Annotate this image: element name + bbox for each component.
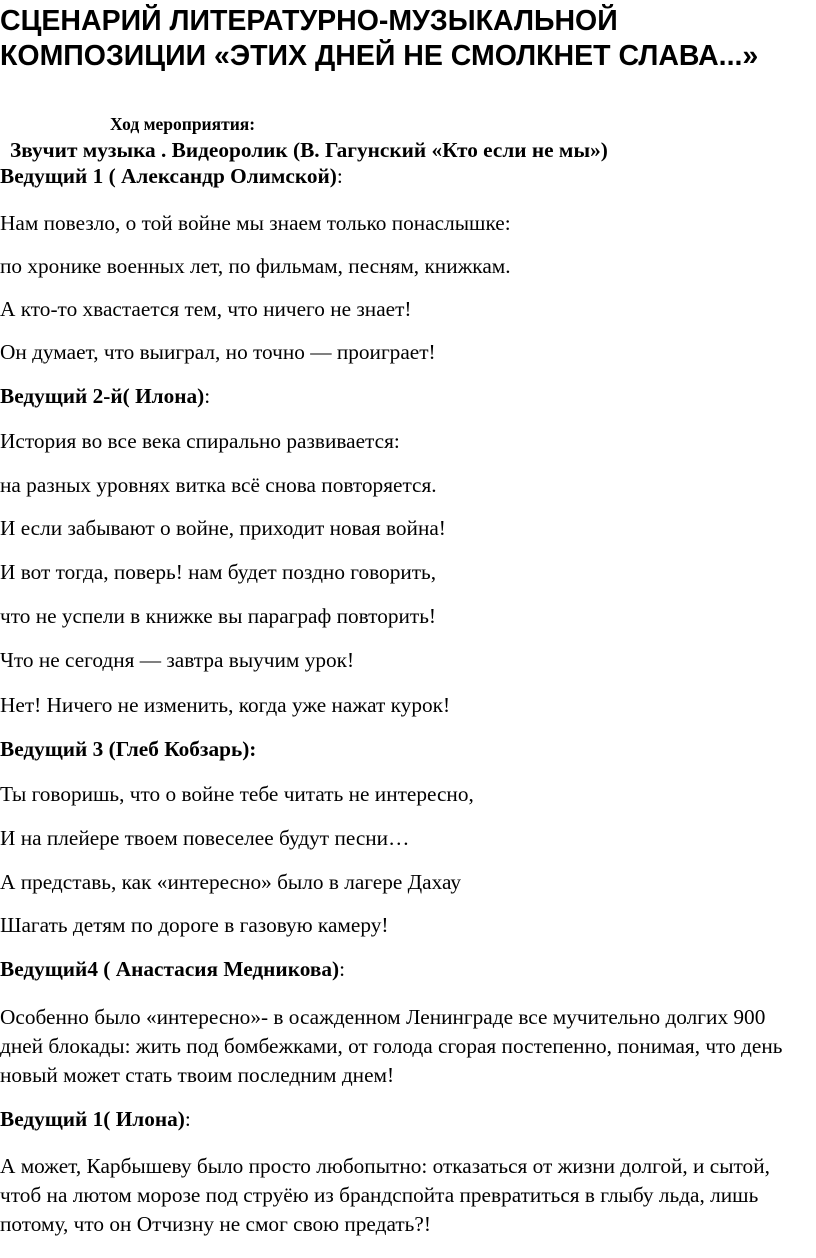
- verse-line: по хронике военных лет, по фильмам, песням, книжкам.: [0, 254, 511, 278]
- verse-line: Нет! Ничего не изменить, когда уже нажат курок!: [0, 693, 451, 717]
- verse-line: Ты говоришь, что о войне тебе читать не интересно,: [0, 782, 474, 806]
- speaker-name: Ведущий4 ( Анастасия Медникова): [0, 957, 340, 981]
- subtitle: Ход мероприятия:: [110, 114, 256, 134]
- speaker-heading-5: [0, 1106, 191, 1132]
- colon: :: [336, 164, 343, 188]
- verse-line: Нам повезло, о той войне мы знаем только понаслышке:: [0, 211, 511, 235]
- verse-line: Шагать детям по дороге в газовую камеру!: [0, 913, 389, 937]
- document-title: СЦЕНАРИЙ ЛИТЕРАТУРНО-МУЗЫКАЛЬНОЙ КОМПОЗИЦИИ «ЭТИХ ДНЕЙ НЕ СМОЛКНЕТ СЛАВА...»: [0, 5, 759, 72]
- verse-line: И вот тогда, поверь! нам будет поздно говорить,: [0, 560, 437, 584]
- speaker-heading-4: [0, 956, 345, 982]
- speaker-heading-1: [0, 163, 343, 189]
- speaker-heading-2: [0, 383, 210, 409]
- colon: :: [339, 957, 345, 981]
- verse-line: И на плейере твоем повеселее будут песни…: [0, 826, 410, 850]
- colon: :: [204, 384, 211, 408]
- speaker-heading-3: Ведущий 3 (Глеб Кобзарь):: [0, 737, 257, 761]
- verse-line: А кто-то хвастается тем, что ничего не знает!: [0, 297, 412, 321]
- verse-line: А представь, как «интересно» было в лагере Дахау: [0, 870, 462, 894]
- speaker-name: Ведущий 1 ( Александр Олимской): [0, 164, 337, 188]
- colon: :: [184, 1107, 191, 1131]
- intro-line: Звучит музыка . Видеоролик (В. Гагунский «Кто если не мы»): [10, 138, 608, 162]
- speaker-name: Ведущий 1( Илона): [0, 1107, 185, 1131]
- verse-line: Он думает, что выиграл, но точно — проиграет!: [0, 340, 436, 364]
- prose-paragraph: А может, Карбышеву было просто любопытно: отказаться от жизни долгой, и сытой, чтоб на лютом морозе под струёю из брандспойта превратиться в глыбу льда, лишь потому, что он Отчизну не смог свою предать?!: [0, 1154, 770, 1236]
- speaker-name: Ведущий 2-й( Илона): [0, 384, 205, 408]
- verse-line: И если забывают о войне, приходит новая война!: [0, 516, 446, 540]
- verse-line: что не успели в книжке вы параграф повторить!: [0, 604, 437, 628]
- verse-line: История во все века спирально развивается:: [0, 429, 400, 453]
- verse-line: на разных уровнях витка всё снова повторяется.: [0, 473, 437, 497]
- verse-line: Что не сегодня — завтра выучим урок!: [0, 648, 355, 672]
- prose-paragraph: Особенно было «интересно»- в осажденном Ленинграде все мучительно долгих 900 дней блокады: жить под бомбежками, от голода сгорая постепенно, понимая, что день новый может стать твоим последним днем!: [0, 1005, 783, 1087]
